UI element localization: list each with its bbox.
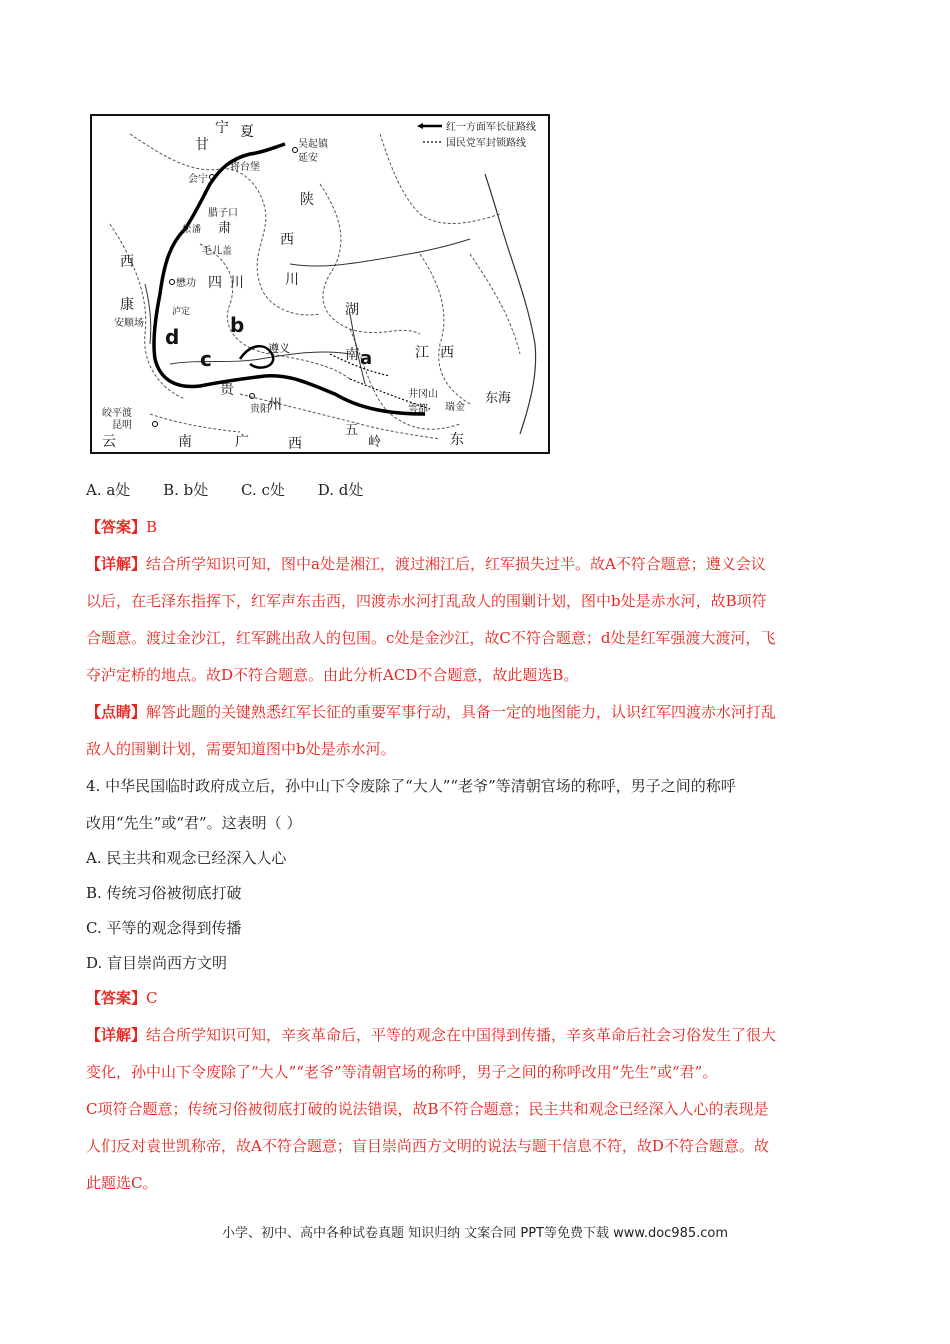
svg-text:五: 五: [345, 423, 359, 438]
q4-answer-tag: 【答案】: [86, 989, 147, 1007]
map-drawing: [90, 114, 550, 454]
q4-detail-line-4: 人们反对袁世凯称帝，故A不符合题意；盲目崇尚西方文明的说法与题干信息不符，故D不符合题意。故: [86, 1137, 769, 1155]
q4-detail-line-5: 此题选C。: [86, 1174, 158, 1192]
svg-text:岭: 岭: [368, 435, 382, 450]
long-march-map: [90, 114, 550, 454]
q3-answer-value: B: [146, 518, 158, 536]
q4-answer: [86, 988, 158, 1008]
svg-text:潘: 潘: [192, 225, 202, 235]
svg-text:陕: 陕: [300, 192, 314, 208]
svg-text:遵义: 遵义: [268, 342, 290, 355]
legend-route: 红一方面军长征路线: [446, 122, 536, 133]
marker-c: c: [200, 347, 212, 371]
svg-text:西: 西: [120, 254, 134, 270]
svg-text:皎平渡: 皎平渡: [102, 408, 132, 419]
svg-text:泸定: 泸定: [172, 307, 191, 317]
map-frame: [91, 115, 549, 453]
svg-text:川: 川: [285, 272, 299, 288]
q3-comment-tag: 【点睛】: [86, 703, 147, 721]
legend-blockade: 国民党军封锁路线: [446, 138, 526, 149]
svg-text:西: 西: [288, 436, 302, 452]
svg-text:州: 州: [268, 397, 282, 413]
q3-detail-line-1: 【详解】结合所学知识可知，图中a处是湘江，渡过湘江后，红军损失过半。故A不符合题意；遵义会议: [86, 555, 766, 573]
q3-option-a: A. a处: [86, 481, 131, 499]
svg-text:懋功: 懋功: [176, 278, 196, 289]
svg-text:吴起镇: 吴起镇: [298, 139, 328, 150]
svg-text:昆明: 昆明: [112, 420, 132, 431]
q3-detail-tag: 【详解】: [86, 555, 147, 573]
marker-b: b: [230, 313, 245, 337]
svg-text:西: 西: [440, 345, 454, 361]
svg-text:西: 西: [280, 232, 294, 248]
svg-text:雩都: 雩都: [408, 404, 428, 415]
q4-option-d: D. 盲目崇尚西方文明: [86, 954, 228, 972]
q3-answer: [86, 517, 157, 537]
q4-option-c: C. 平等的观念得到传播: [86, 919, 242, 937]
q4-detail-line-2: 变化，孙中山下令废除了“大人”“老爷”等清朝官场的称呼，男子之间的称呼改用“先生”或“君”。: [86, 1063, 718, 1081]
svg-text:腊子口: 腊子口: [208, 208, 238, 219]
q4-detail-tag: 【详解】: [86, 1026, 147, 1044]
svg-text:广: 广: [235, 434, 249, 450]
q3-answer-tag: 【答案】: [86, 518, 147, 536]
q4-detail-line-1: 【详解】结合所学知识可知，辛亥革命后，平等的观念在中国得到传播，辛亥革命后社会习俗发生了很大: [86, 1026, 777, 1044]
svg-text:宁: 宁: [215, 120, 229, 136]
svg-text:川: 川: [230, 275, 244, 291]
svg-text:四: 四: [208, 275, 222, 291]
svg-text:延安: 延安: [298, 153, 318, 164]
q3-option-b: B. b处: [163, 481, 209, 499]
q3-detail-line-2: 以后，在毛泽东指挥下，红军声东击西，四渡赤水河打乱敌人的围剿计划，图中b处是赤水河，故B项符: [86, 592, 767, 610]
svg-text:东: 东: [450, 432, 464, 448]
svg-text:湖: 湖: [345, 302, 359, 318]
svg-text:甘: 甘: [195, 137, 209, 153]
svg-text:肃: 肃: [218, 221, 232, 236]
svg-text:将台堡: 将台堡: [230, 162, 260, 173]
svg-text:夏: 夏: [240, 124, 254, 140]
q3-detail-line-3: 合题意。渡过金沙江，红军跳出敌人的包围。c处是金沙江，故C不符合题意；d处是红军强渡大渡河，飞: [86, 629, 776, 647]
q3-detail-line-4: 夺泸定桥的地点。故D不符合题意。由此分析ACD不合题意，故此题选B。: [86, 666, 579, 684]
q4-stem-line-2: 改用“先生”或“君”。这表明（ ）: [86, 814, 302, 832]
svg-text:会宁: 会宁: [188, 174, 208, 185]
marker-d: d: [165, 325, 180, 349]
q4-answer-value: C: [146, 989, 158, 1007]
svg-text:江: 江: [415, 345, 429, 361]
q4-option-b: B. 传统习俗被彻底打破: [86, 884, 242, 902]
svg-text:东海: 东海: [485, 391, 512, 406]
svg-text:南: 南: [345, 347, 359, 363]
svg-text:云: 云: [102, 434, 116, 450]
q3-options: [86, 480, 391, 500]
q4-stem-line-1: 4. 中华民国临时政府成立后，孙中山下令废除了“大人”“老爷”等清朝官场的称呼，男子之间的称呼: [86, 777, 736, 795]
svg-text:毛儿盖: 毛儿盖: [202, 246, 232, 257]
svg-text:松: 松: [182, 225, 192, 235]
svg-text:瑞金: 瑞金: [445, 402, 465, 413]
svg-text:康: 康: [120, 297, 134, 313]
svg-text:贵: 贵: [220, 382, 234, 398]
q4-option-a: A. 民主共和观念已经深入人心: [86, 849, 287, 867]
svg-text:贵阳: 贵阳: [250, 404, 270, 415]
svg-text:南: 南: [178, 434, 192, 450]
page-footer: 小学、初中、高中各种试卷真题 知识归纳 文案合同 PPT等免费下载 www.doc985.com: [221, 1226, 729, 1241]
q3-option-c: C. c处: [241, 481, 285, 499]
q3-comment-line-2: 敌人的围剿计划，需要知道图中b处是赤水河。: [86, 740, 396, 758]
q4-detail-line-3: C项符合题意；传统习俗被彻底打破的说法错误，故B不符合题意；民主共和观念已经深入人心的表现是: [86, 1100, 769, 1118]
q3-comment-line-1: 【点睛】解答此题的关键熟悉红军长征的重要军事行动，具备一定的地图能力，认识红军四渡赤水河打乱: [86, 703, 777, 721]
svg-text:井冈山: 井冈山: [408, 389, 438, 400]
svg-text:安顺场: 安顺场: [114, 318, 144, 329]
marker-a: a: [360, 348, 373, 369]
q3-option-d: D. d处: [317, 481, 364, 499]
